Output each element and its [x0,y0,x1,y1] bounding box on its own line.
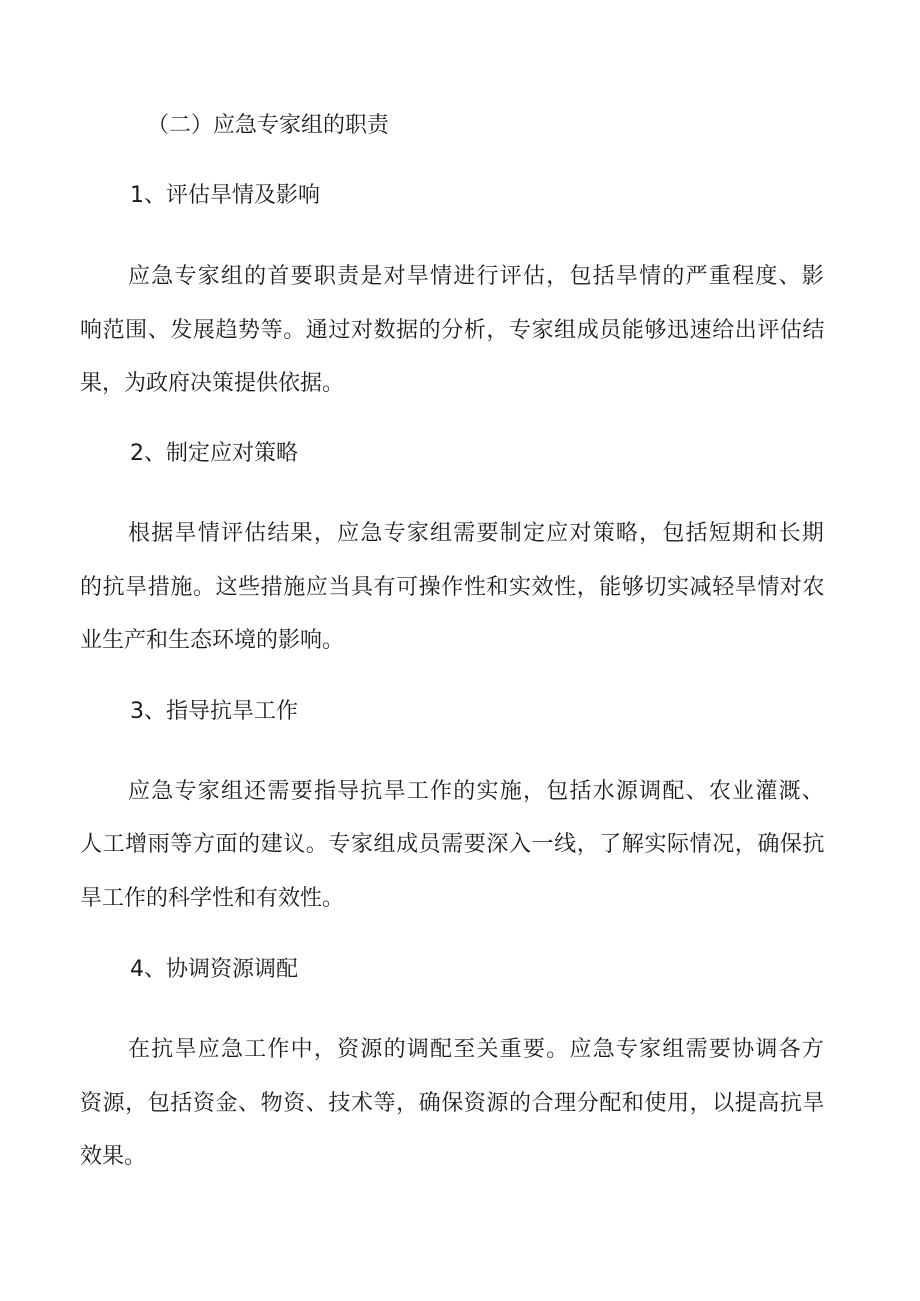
item-3-line-3: 旱工作的科学性和有效性。 [80,886,345,911]
item-1-line-2: 响 范 围 、 发 展 趋 势 等 。 通 过 对 数 据 的 分 析 ， 专 家 组 成 员 能 够 迅 速 给 出 评 估 结 [80,318,825,343]
item-4-line-2: 资 源 ， 包 括 资 金 、 物 资 、 技 术 等 ， 确 保 资 源 的 合 理 分 配 和 使 用 ， 以 提 高 抗 旱 [80,1091,825,1116]
item-2-line-1: 根 据 旱 情 评 估 结 果 ， 应 急 专 家 组 需 要 制 定 应 对 策 略 ， 包 括 短 期 和 长 期 [128,521,824,546]
item-1-line-3: 果，为政府决策提供依据。 [80,371,345,396]
item-3-line-2: 人 工 增 雨 等 方 面 的 建 议 。 专 家 组 成 员 需 要 深 入 一 线 ， 了 解 实 际 情 况 ， 确 保 抗 [80,832,825,857]
item-3-heading: 3、指导抗旱工作 [130,699,298,724]
item-2-line-3: 业生产和生态环境的影响。 [80,628,345,653]
item-4-heading: 4、协调资源调配 [130,957,298,982]
section-title: （二）应急专家组的职责 [147,113,390,138]
item-1-line-1: 应 急 专 家 组 的 首 要 职 责 是 对 旱 情 进 行 评 估 ， 包 括 旱 情 的 严 重 程 度 、 影 [128,264,824,289]
item-2-heading: 2、制定应对策略 [130,441,298,466]
item-2-line-2: 的 抗 旱 措 施 。 这 些 措 施 应 当 具 有 可 操 作 性 和 实 效 性 ， 能 够 切 实 减 轻 旱 情 对 农 [80,575,825,600]
item-3-line-1: 应 急 专 家 组 还 需 要 指 导 抗 旱 工 作 的 实 施 ， 包 括 水 源 调 配 、 农 业 灌 溉 、 [128,779,824,804]
item-1-heading: 1、评估旱情及影响 [130,183,320,208]
item-4-line-3: 效果。 [80,1144,147,1169]
item-4-line-1: 在 抗 旱 应 急 工 作 中 ， 资 源 的 调 配 至 关 重 要 。 应 急 专 家 组 需 要 协 调 各 方 [128,1037,824,1062]
